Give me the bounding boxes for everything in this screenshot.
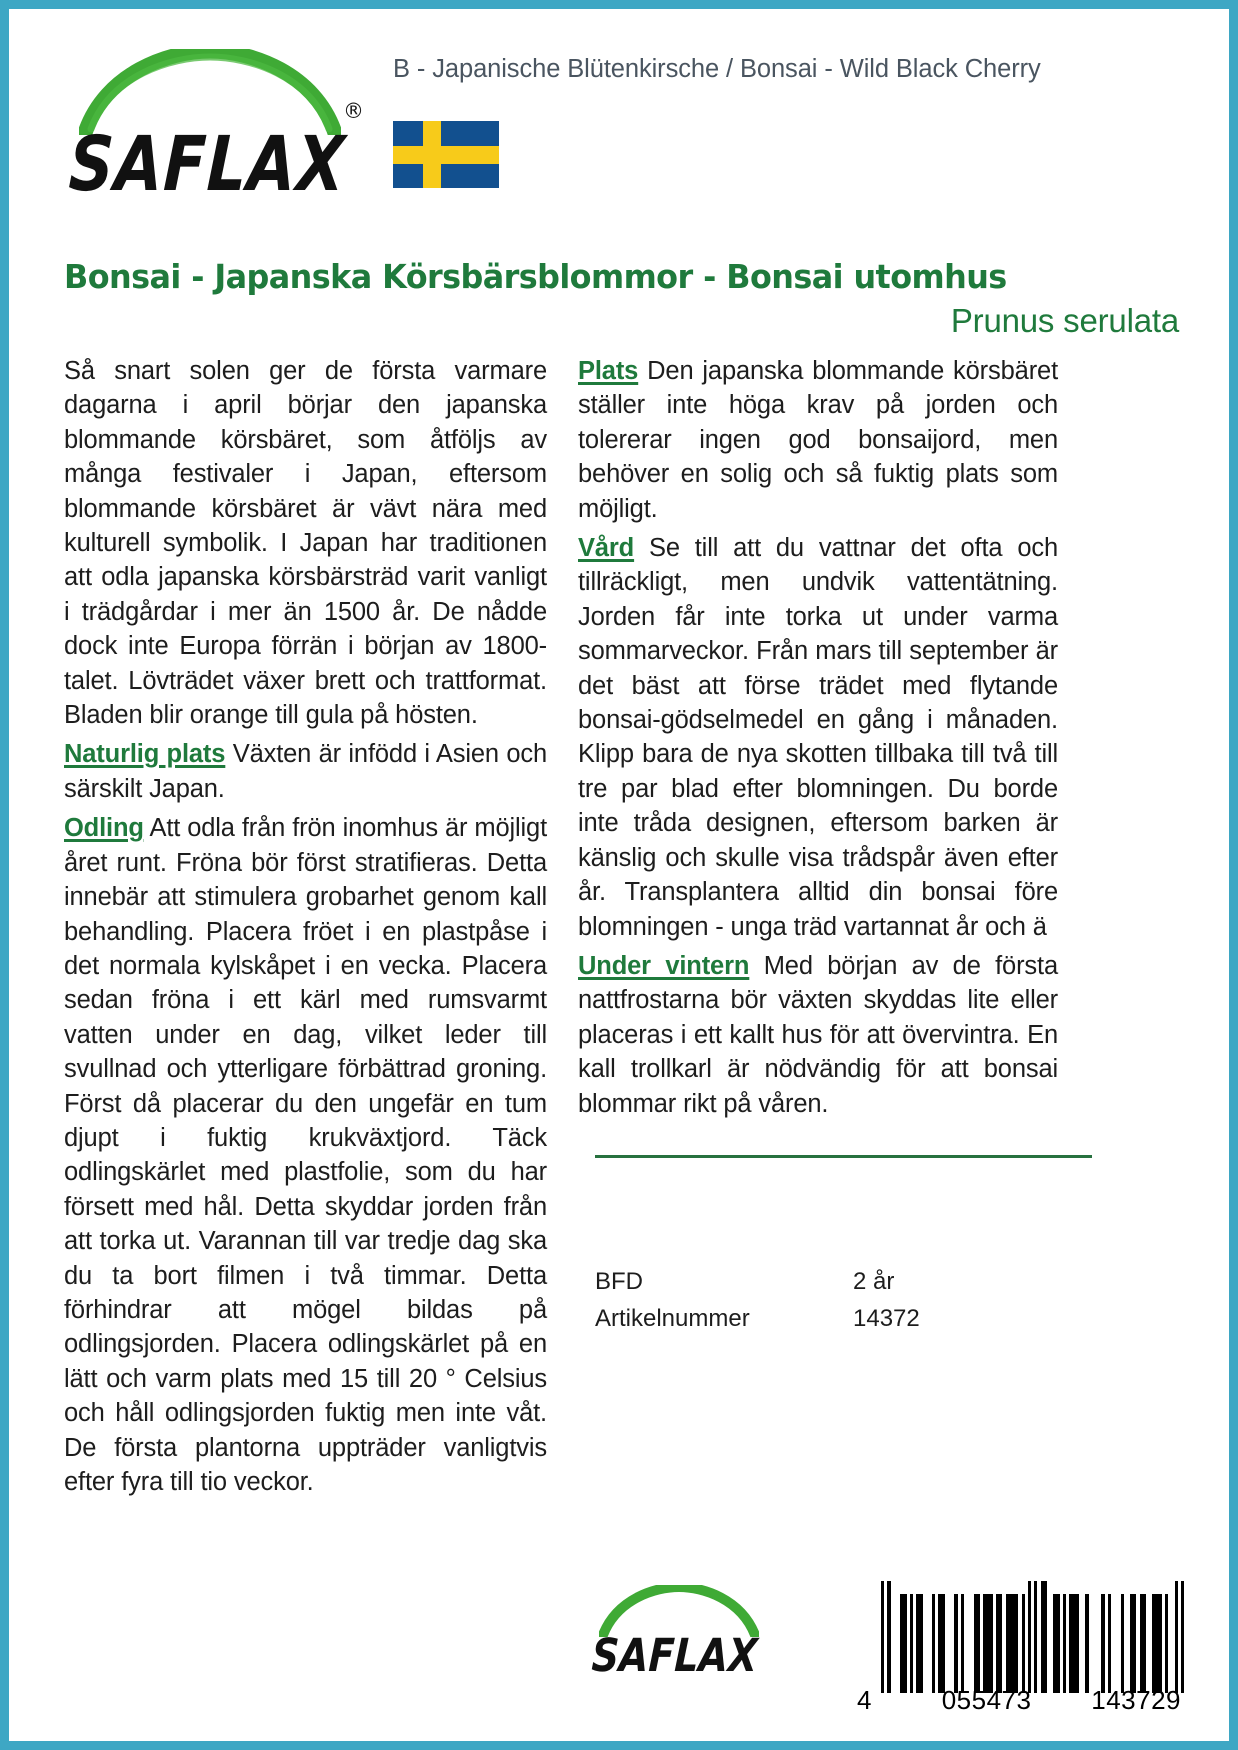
- care-heading: Vård: [578, 534, 635, 563]
- intro-paragraph: Så snart solen ger de första varmare dagarna i april börjar den japanska blommande körsbäret, som åtföljs av många festivaler i Japan, eftersom blommande körsbäret är vävt nära med kulturell symbolik. I Japan har traditionen att odla japanska körsbärsträd varit vanligt i trädgårdar i mer än 1500 år. De nådde dock inte Europa förrän i början av 1800-talet. Lövträdet växer brett och trattformat. Bladen blir orange till gula på hösten.: [64, 357, 547, 730]
- header-caption: B - Japanische Blütenkirsche / Bonsai - Wild Black Cherry: [393, 55, 1041, 83]
- brand-wordmark: SAFLAX: [67, 119, 348, 209]
- barcode-left-group: 055473: [941, 1685, 1032, 1715]
- flag-cross-horizontal: [393, 146, 499, 164]
- site-paragraph: [578, 354, 1058, 526]
- scientific-name: Prunus serulata: [950, 302, 1179, 339]
- barcode: [855, 1581, 1185, 1731]
- page-title: Bonsai - Japanska Körsbärsblommor - Bonsai utomhus: [64, 257, 1007, 296]
- packet-header: [53, 23, 1185, 213]
- meta-row: [595, 1268, 1092, 1296]
- winter-heading: Under vintern: [578, 951, 750, 980]
- care-text: Se till att du vattnar det ofta och tillräckligt, men undvik vattentätning. Jorden får inte torka ut under varma sommarveckor. Från mars till september är det bäst att förse trädet med flytande bonsai-gödselmedel en gång i månaden. Klipp bara de nya skotten tillbaka till två till tre par blad efter blomningen. Du borde inte tråda designen, eftersom barken är känslig och skulle visa trådspår även efter år. Transplantera alltid din bonsai före blomningen - unga träd vartannat år och ä: [578, 534, 1058, 941]
- natural-site-heading: Naturlig plats: [64, 740, 226, 769]
- winter-text: Med början av de första nattfrostarna bör växten skyddas lite eller placeras i ett kallt hus för att övervintra. En kall trollkarl är nödvändig för att bonsai blommar rikt på våren.: [578, 951, 1058, 1118]
- footer-bottom: [53, 1575, 1185, 1735]
- meta-value-bfd: 2 år: [853, 1267, 895, 1295]
- meta-label-bfd: BFD: [595, 1267, 643, 1295]
- content-columns: [53, 354, 1185, 1499]
- natural-site-paragraph: [64, 737, 547, 806]
- left-column: [64, 354, 561, 1499]
- packet-inner: [9, 9, 1229, 1741]
- footer-brand-logo: [590, 1585, 783, 1705]
- title-block: [53, 257, 1185, 340]
- registered-mark: ®: [343, 99, 364, 123]
- barcode-lead-digit: 4: [857, 1685, 872, 1715]
- site-text: Den japanska blommande körsbäret ställer inte höga krav på jorden och tolererar ingen god bonsaijord, men behöver en solig och så fuktig plats som möjligt.: [578, 357, 1058, 523]
- brand-logo: [67, 41, 381, 209]
- footer-divider: [595, 1155, 1092, 1158]
- barcode-right-group: 143729: [1091, 1685, 1181, 1715]
- natural-site-text: Växten är infödd i Asien och särskilt Japan.: [64, 740, 547, 803]
- meta-row: [595, 1305, 1092, 1333]
- sweden-flag-icon: [393, 121, 499, 188]
- flag-cross-vertical: [423, 121, 441, 188]
- barcode-bars: [881, 1581, 1185, 1693]
- winter-paragraph: [578, 949, 1058, 1121]
- right-column: [561, 354, 1058, 1499]
- barcode-digits: [855, 1685, 1185, 1716]
- cultivation-heading: Odling: [64, 814, 144, 843]
- footer-brand-wordmark: SAFLAX: [590, 1629, 759, 1682]
- site-heading: Plats: [578, 357, 639, 385]
- cultivation-text: Att odla från frön inomhus är möjligt året runt. Fröna bör först stratifieras. Detta innebär att stimulera grobarhet genom kall behandling. Placera fröet i en plastpåse i det normala kylskåpet i en vecka. Placera sedan fröna i ett kärl med rumsvarmt vatten under en dag, vilket leder till svullnad och ytterligare förbättrad groning. Först då placerar du den ungefär en tum djupt i fuktig krukväxtjord. Täck odlingskärlet med plastfolie, som du har försett med hål. Detta skyddar jorden från att torka ut. Varannan till var tredje dag ska du ta bort filmen i två timmar. Detta förhindrar att mögel bildas på odlingsjorden. Placera odlingskärlet på en lätt och varm plats med 15 till 20 ° Celsius och håll odlingsjorden fuktig men inte våt. De första plantorna uppträder vanligtvis efter fyra till tio veckor.: [64, 814, 547, 1496]
- cultivation-paragraph: [64, 811, 547, 1499]
- meta-label-article-number: Artikelnummer: [595, 1304, 750, 1332]
- meta-value-article-number: 14372: [853, 1304, 920, 1332]
- meta-table: [595, 1268, 1092, 1333]
- care-paragraph: [578, 531, 1058, 944]
